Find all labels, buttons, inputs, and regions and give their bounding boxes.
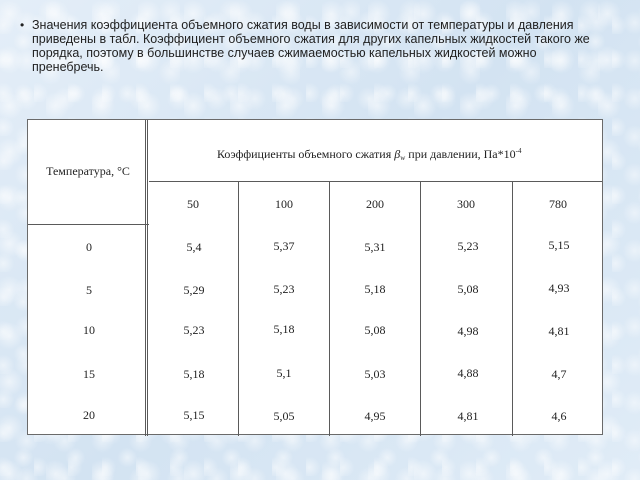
table-cell: 5,23: [457, 239, 479, 253]
intro-list: [20, 18, 610, 74]
pressure-header: 300: [457, 197, 475, 211]
table-cell: 5,4: [186, 240, 202, 254]
table-divider-double: [145, 120, 148, 436]
temperature-value: 20: [83, 408, 95, 422]
pressure-header: 200: [366, 197, 384, 211]
beta-symbol: β: [394, 147, 401, 161]
pressure-header: 780: [549, 197, 567, 211]
pressure-header: 100: [275, 197, 293, 211]
table-cell: 5,18: [273, 322, 295, 336]
table-cell: 4,95: [364, 409, 386, 423]
table-divider: [512, 181, 513, 436]
table-cell: 5,15: [183, 408, 205, 422]
intro-paragraph: [20, 18, 610, 74]
table-cell: 5,18: [364, 282, 386, 296]
table-divider: [329, 181, 330, 436]
table-divider: [28, 224, 149, 225]
table-cell: 4,98: [457, 324, 479, 338]
unit-exponent: -4: [515, 147, 522, 155]
table-cell: 4,93: [548, 281, 570, 295]
pressure-group-header: [217, 144, 521, 165]
table-divider: [420, 181, 421, 436]
table-cell: 5,05: [273, 409, 295, 423]
group-header-prefix: Коэффициенты объемного сжатия: [217, 147, 392, 161]
table-divider: [238, 181, 239, 436]
table-cell: 4,6: [551, 409, 567, 423]
table-cell: 4,88: [457, 366, 479, 380]
pressure-header: 50: [187, 197, 199, 211]
table-cell: 5,23: [183, 323, 205, 337]
table-cell: 5,1: [276, 366, 292, 380]
table-cell: 4,81: [548, 324, 570, 338]
table-cell: 5,03: [364, 367, 386, 381]
beta-subscript: w: [400, 154, 406, 162]
intro-text: Значения коэффициента объемного сжатия воды в зависимости от температуры и давления приведены в табл. Коэффициент объемного сжатия для других капельных жидкостей такого же порядка, поэтому в большинстве случаев сжимаемостью капельных жидкостей можно пренебречь.: [32, 18, 590, 74]
temperature-header: Температура, °С: [46, 164, 130, 178]
group-header-middle: при давлении, Па*10: [408, 147, 516, 161]
compressibility-table: [27, 119, 603, 435]
table-cell: 5,08: [364, 323, 386, 337]
table-cell: 5,08: [457, 282, 479, 296]
table-cell: 5,23: [273, 282, 295, 296]
table-cell: 5,31: [364, 240, 386, 254]
table-cell: 5,18: [183, 367, 205, 381]
temperature-value: 15: [83, 367, 95, 381]
temperature-value: 10: [83, 323, 95, 337]
table-cell: 5,29: [183, 283, 205, 297]
temperature-value: 0: [86, 240, 92, 254]
table-cell: 4,81: [457, 409, 479, 423]
bullet-icon: •: [20, 18, 25, 32]
temperature-value: 5: [86, 283, 92, 297]
table-cell: 4,7: [551, 367, 567, 381]
table-cell: 5,37: [273, 239, 295, 253]
table-cell: 5,15: [548, 238, 570, 252]
table-divider: [149, 181, 602, 182]
